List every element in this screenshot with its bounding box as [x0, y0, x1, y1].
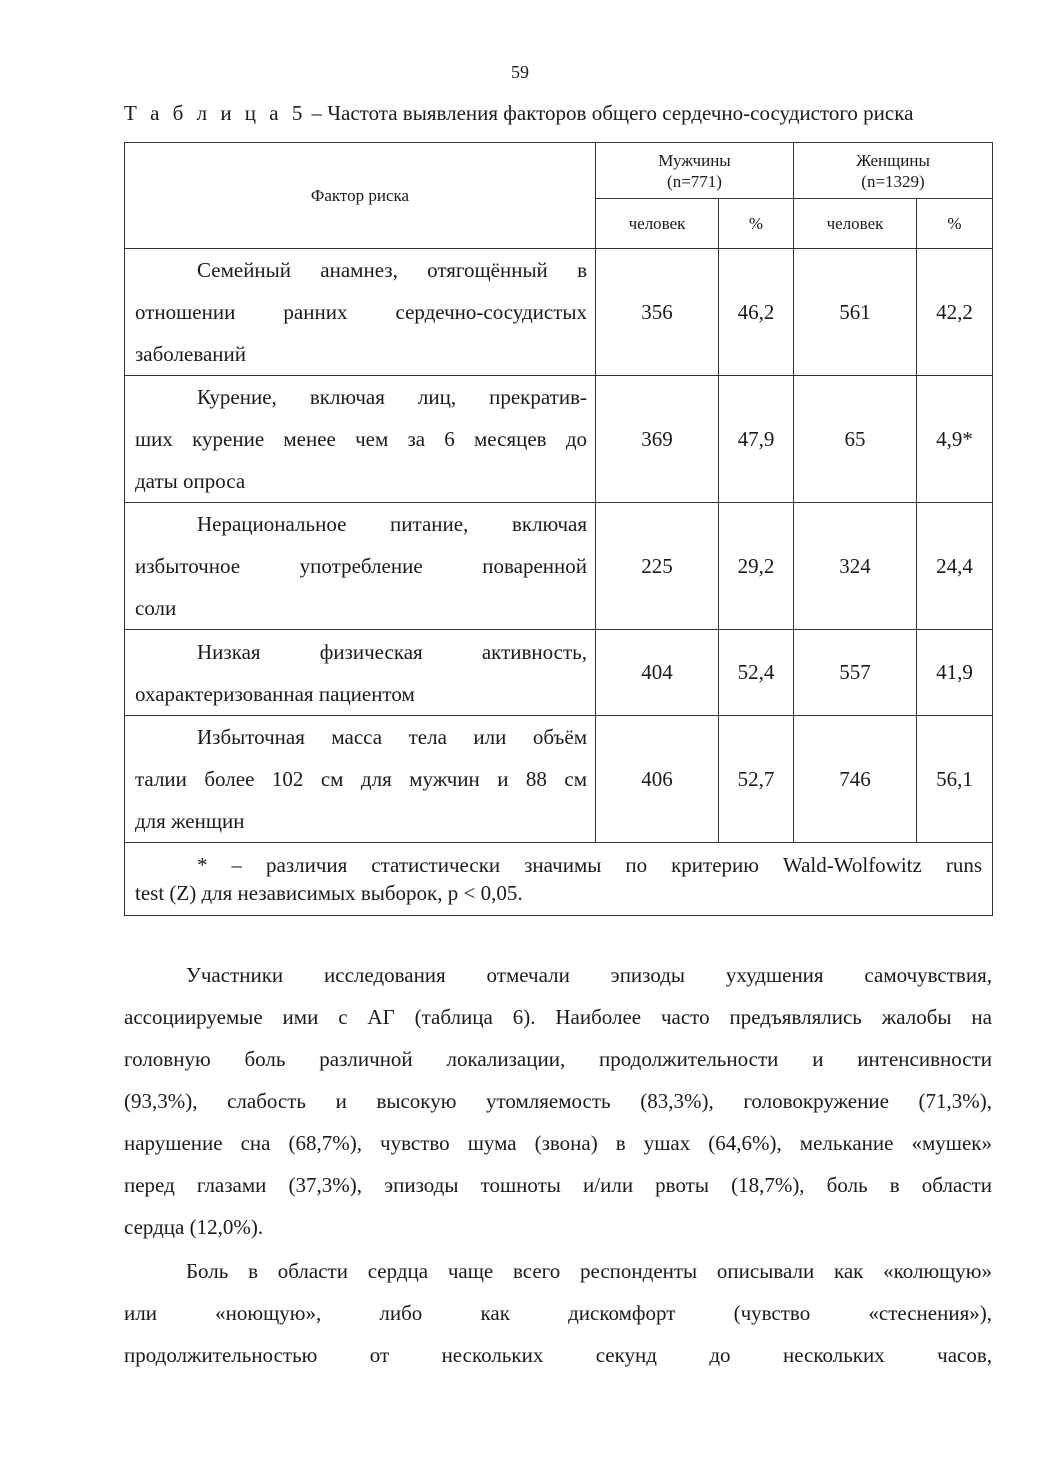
factor-line: заболеваний — [135, 342, 246, 366]
men-percent: 52,4 — [719, 630, 794, 716]
table-footnote — [125, 843, 993, 916]
header-men-label: Мужчины — [658, 150, 731, 170]
header-men-percent: % — [719, 199, 794, 249]
women-persons: 746 — [794, 716, 917, 843]
men-persons: 225 — [596, 503, 719, 630]
factor-line: соли — [135, 596, 177, 620]
men-persons: 356 — [596, 249, 719, 376]
factor-line: талии более 102 см для мужчин и 88 см — [135, 767, 587, 791]
table-caption-prefix: Т а б л и ц а 5 — [124, 101, 307, 125]
header-women-label: Женщины — [856, 150, 930, 170]
footnote-line: * – различия статистически значимы по критерию Wald-Wolfowitz runs — [197, 853, 983, 877]
row-factor — [125, 503, 596, 630]
text-line: Участники исследования отмечали эпизоды ухудшения самочувствия, — [186, 963, 992, 987]
table-row — [125, 630, 993, 716]
body-paragraph — [124, 954, 992, 1248]
women-percent: 56,1 — [917, 716, 993, 843]
text-line: сердца (12,0%). — [124, 1215, 264, 1239]
men-percent: 47,9 — [719, 376, 794, 503]
factor-line: охарактеризованная пациентом — [135, 681, 415, 706]
men-persons: 369 — [596, 376, 719, 503]
factor-line: избыточное употребление поваренной — [135, 554, 587, 578]
row-factor — [125, 249, 596, 376]
header-women-percent: % — [917, 199, 993, 249]
row-factor — [125, 376, 596, 503]
table-row — [125, 249, 993, 376]
header-factor: Фактор риска — [125, 143, 596, 249]
text-line: перед глазами (37,3%), эпизоды тошноты и/или рвоты (18,7%), боль в области — [124, 1173, 992, 1197]
text-line: Боль в области сердца чаще всего респонденты описывали как «колющую» — [186, 1259, 992, 1283]
table-caption-text: – Частота выявления факторов общего сердечно-сосудистого риска — [306, 101, 914, 125]
table-row — [125, 376, 993, 503]
footnote-line: test (Z) для независимых выборок, p < 0,05. — [135, 881, 523, 905]
text-line: продолжительностью от нескольких секунд до нескольких часов, — [124, 1343, 992, 1367]
header-women-persons: человек — [794, 199, 917, 249]
women-persons: 557 — [794, 630, 917, 716]
factor-line: Избыточная масса тела или объём — [197, 725, 587, 749]
table-row — [125, 716, 993, 843]
text-line: нарушение сна (68,7%), чувство шума (звона) в ушах (64,6%), мелькание «мушек» — [124, 1131, 992, 1155]
women-percent: 41,9 — [917, 630, 993, 716]
factor-line: Нерациональное питание, включая — [197, 512, 587, 536]
men-percent: 52,7 — [719, 716, 794, 843]
table-row — [125, 503, 993, 630]
women-percent: 42,2 — [917, 249, 993, 376]
women-percent: 4,9* — [917, 376, 993, 503]
men-persons: 406 — [596, 716, 719, 843]
factor-line: Курение, включая лиц, прекратив- — [197, 385, 587, 409]
men-persons: 404 — [596, 630, 719, 716]
women-percent: 24,4 — [917, 503, 993, 630]
text-line: или «ноющую», либо как дискомфорт (чувство «стеснения»), — [124, 1301, 992, 1325]
body-paragraph — [124, 1250, 992, 1376]
men-percent: 46,2 — [719, 249, 794, 376]
factor-line: даты опроса — [135, 469, 246, 493]
header-women — [794, 143, 993, 199]
row-factor — [125, 716, 596, 843]
header-men — [596, 143, 794, 199]
text-line: (93,3%), слабость и высокую утомляемость (83,3%), головокружение (71,3%), — [124, 1089, 992, 1113]
women-persons: 561 — [794, 249, 917, 376]
factor-line: Низкая физическая активность, — [197, 639, 587, 664]
header-men-count: (n=771) — [667, 171, 722, 191]
header-men-persons: человек — [596, 199, 719, 249]
factor-line: отношении ранних сердечно-сосудистых — [135, 300, 587, 324]
men-percent: 29,2 — [719, 503, 794, 630]
factor-line: для женщин — [135, 809, 245, 833]
table-caption — [124, 101, 994, 126]
women-persons: 324 — [794, 503, 917, 630]
header-women-count: (n=1329) — [861, 171, 925, 191]
text-line: ассоциируемые ими с АГ (таблица 6). Наиболее часто предъявлялись жалобы на — [124, 1005, 992, 1029]
women-persons: 65 — [794, 376, 917, 503]
text-line: головную боль различной локализации, продолжительности и интенсивности — [124, 1047, 992, 1071]
page-number: 59 — [511, 62, 529, 82]
factor-line: Семейный анамнез, отягощённый в — [197, 258, 587, 282]
factor-line: ших курение менее чем за 6 месяцев до — [135, 427, 587, 451]
risk-factors-table — [124, 142, 993, 916]
row-factor — [125, 630, 596, 716]
